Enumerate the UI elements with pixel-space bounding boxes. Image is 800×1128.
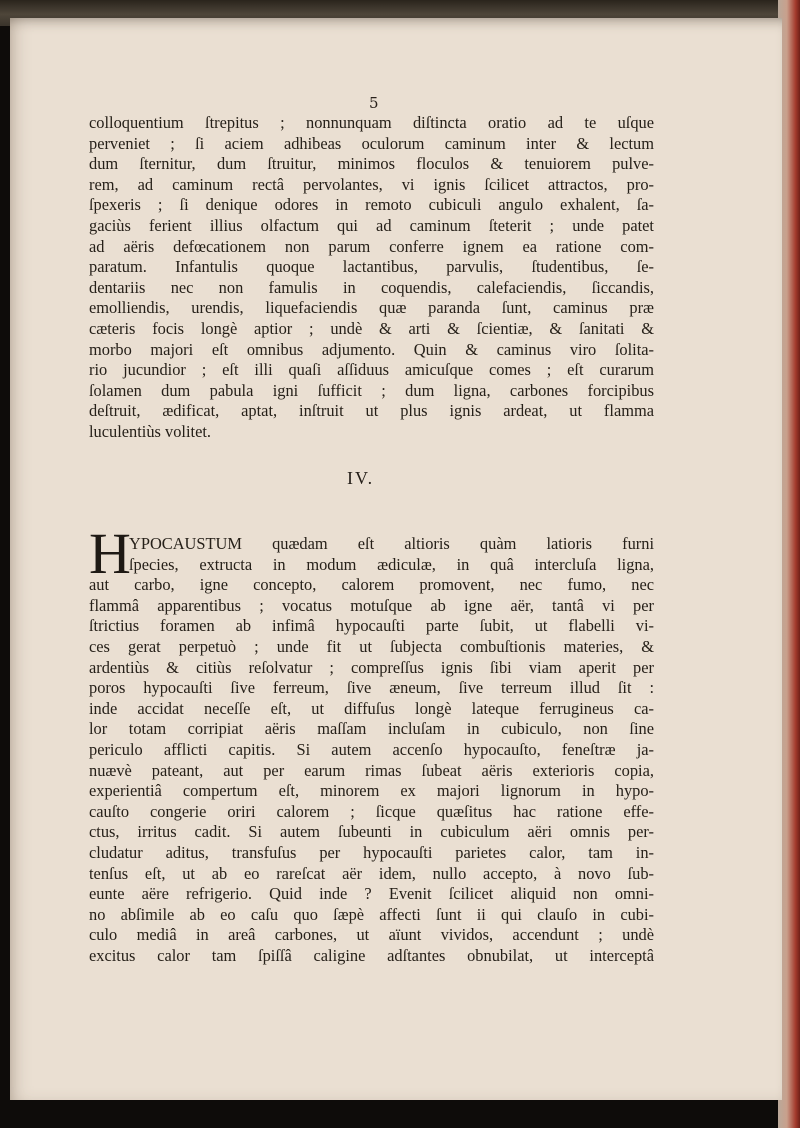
text-line: aut carbo, igne concepto, calorem promovent, nec fumo, nec (89, 575, 654, 595)
text-line: cæteris focis longè aptior ; undè & arti & ſcientiæ, & ſanitati & (89, 318, 654, 338)
text-line: morbo majori eſt omnibus adjumento. Quin & caminus viro ſolita- (89, 339, 654, 359)
text-line: deſtruit, ædificat, aptat, inſtruit ut plus ignis ardeat, ut flamma (89, 401, 654, 421)
paragraph-1 (89, 113, 654, 443)
text-line: luculentiùs volitet. (89, 421, 212, 441)
text-line: ardentiùs & citiùs reſolvatur ; compreſſus ignis ſibi viam aperit per (89, 657, 654, 677)
text-line: cludatur aditus, transfuſus per hypocauſti parietes calor, tam in- (89, 842, 654, 862)
text-line: ſpexeris ; ſi denique odores in remoto cubiculi angulo exhalent, ſa- (89, 195, 654, 215)
text-line: ces gerat perpetuò ; unde fit ut ſubjecta combuſtionis materies, & (89, 636, 654, 656)
text-line: dum ſternitur, dum ſtruitur, minimos floculos & tenuiorem pulve- (89, 154, 654, 174)
text-line: paratum. Infantulis quoque lactantibus, parvulis, ſtudentibus, ſe- (89, 257, 654, 277)
text-line: culo mediâ in areâ carbones, ut aïunt vividos, accendunt ; undè (89, 925, 654, 945)
text-line: perveniet ; ſi aciem adhibeas oculorum caminum inter & lectum (89, 133, 654, 153)
text-line: YPOCAUSTUM quædam eſt altioris quàm latioris furni (129, 534, 654, 553)
text-line: ſpecies, extructa in modum ædiculæ, in quâ intercluſa ligna, (129, 554, 654, 574)
drop-cap: H (89, 521, 131, 586)
text-line: colloquentium ſtrepitus ; nonnunquam diſtincta oratio ad te uſque (89, 113, 654, 132)
text-line: ctus, irritus cadit. Si autem ſubeunti in cubiculum aëri omnis per- (89, 822, 654, 842)
text-line: emolliendis, urendis, liquefaciendis quæ paranda ſunt, caminus præ (89, 298, 654, 318)
text-line: no abſimile ab eo caſu quo ſæpè affecti ſunt ii qui clauſo in cubi- (89, 904, 654, 924)
text-line: rem, ad caminum rectâ pervolantes, vi ignis ſcilicet attractos, pro- (89, 174, 654, 194)
text-line: nuævè pateant, aut per earum rimas ſubeat aëris exterioris copia, (89, 760, 654, 780)
text-line: tenſus eſt, ut ab eo rareſcat aër idem, nullo accepto, à novo ſub- (89, 863, 654, 883)
text-line: ad aëris defœcationem non parum conferre ignem ea ratione com- (89, 236, 654, 256)
text-line: lor totam corripiat aëris maſſam incluſam in cubiculo, non ſine (89, 719, 654, 739)
text-line: periculo afflicti capitis. Si autem accenſo hypocauſto, feneſtræ ja- (89, 739, 654, 759)
text-line: eunte aëre refrigerio. Quid inde ? Evenit ſcilicet aliquid non omni- (89, 884, 654, 904)
page-number: 5 (369, 94, 379, 112)
text-line: ſtrictius foramen ab infimâ hypocauſti parte ſubit, ut flabelli vi- (89, 616, 654, 636)
text-line: dentariis nec non famulis in coquendis, calefaciendis, ſiccandis, (89, 277, 654, 297)
text-line: cauſto congerie oriri calorem ; ſicque quæſitus hac ratione effe- (89, 801, 654, 821)
text-line: experientiâ compertum eſt, minorem ex majori lignorum in hypo- (89, 781, 654, 801)
paragraph-2 (89, 534, 654, 966)
text-line: flammâ apparentibus ; vocatus motuſque ab igne aër, tantâ vi per (89, 595, 654, 615)
text-line: ſolamen dum pabula igni ſufficit ; dum ligna, carbones forcipibus (89, 380, 654, 400)
text-line: excitus calor tam ſpiſſâ caligine adſtantes obnubilat, ut interceptâ (89, 945, 654, 965)
section-heading: IV. (347, 468, 375, 488)
text-line: poros hypocauſti ſive ferreum, ſive æneum, ſive terreum illud ſit : (89, 678, 654, 698)
text-line: gaciùs ferient illius olfactum qui ad caminum ſteterit ; unde patet (89, 215, 654, 235)
text-line: inde accidat neceſſe eſt, ut diffuſus longè lateque ferrugineus ca- (89, 698, 654, 718)
text-line: rio jucundior ; eſt illi quaſi aſſiduus amicuſque comes ; eſt curarum (89, 360, 654, 380)
